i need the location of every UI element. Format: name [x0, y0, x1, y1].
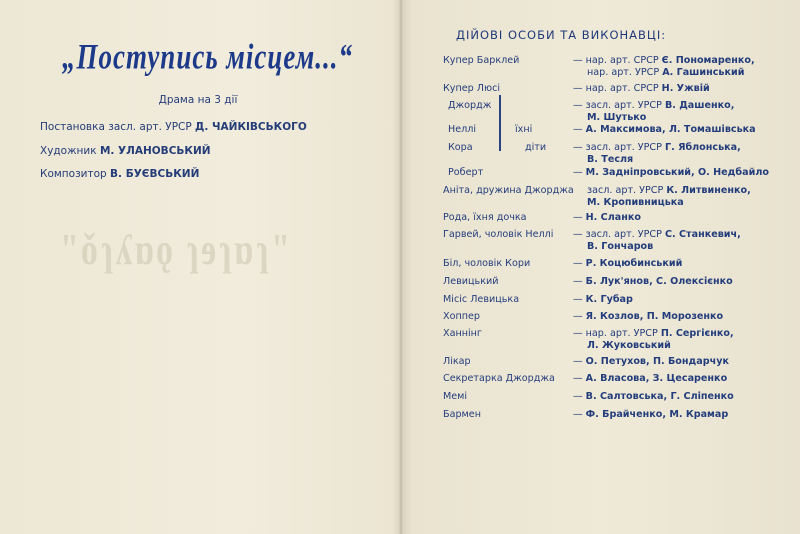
director-name: Д. ЧАЙКІВСЬКОГО [195, 121, 307, 133]
cast-role: Купер Барклей [443, 55, 520, 66]
director-credit [40, 121, 307, 133]
composer-credit [40, 168, 199, 180]
cast-role: Рода, їхня дочка [443, 212, 527, 223]
cast-actor-line: — К. Губар [573, 294, 633, 305]
show-through-text: "ǒɿʎɒǫ ɿɘɿɒɿ" [60, 226, 292, 275]
cast-actor-line: засл. арт. УРСР К. Литвиненко, [587, 185, 751, 196]
cast-role: Купер Люсі [443, 83, 501, 94]
artist-credit [40, 145, 211, 157]
cast-role: Гарвей, чоловік Неллі [443, 229, 554, 240]
group-label-their: їхні [515, 124, 533, 135]
cast-actor-line: — Б. Лук'янов, С. Олексієнко [573, 276, 733, 287]
cast-role: Місіс Левицька [443, 294, 520, 305]
page-fold [399, 0, 403, 534]
cast-role: Кора [448, 142, 473, 153]
group-label-children: діти [525, 142, 547, 153]
cast-actor-line: — Я. Козлов, П. Морозенко [573, 311, 724, 322]
cast-actor-line: — нар. арт. УРСР П. Сергієнко, [573, 328, 734, 339]
cast-actor-line: — М. Задніпровський, О. Недбайло [573, 167, 769, 178]
cast-actor-line: М. Шутько [587, 112, 647, 123]
cast-actor-line: — О. Петухов, П. Бондарчук [573, 356, 729, 367]
cast-role: Неллі [448, 124, 477, 135]
cast-role: Ханнінг [443, 328, 482, 339]
cast-actor-line: — нар. арт. СРСР Є. Пономаренко, [573, 55, 755, 66]
cast-actor-line: — Ф. Брайченко, М. Крамар [573, 409, 729, 420]
cast-actor-line: В. Тесля [587, 154, 634, 165]
cast-role: Хоппер [443, 311, 480, 322]
cast-actor-line: — А. Максимова, Л. Томашівська [573, 124, 756, 135]
children-bracket [499, 95, 501, 151]
artist-label: Художник [40, 145, 97, 157]
cast-role: Мемі [443, 391, 468, 402]
cast-role: Секретарка Джорджа [443, 373, 555, 384]
director-label: Постановка засл. арт. УРСР [40, 121, 192, 133]
play-subtitle: Драма на 3 дії [158, 94, 238, 106]
cast-heading: ДІЙОВІ ОСОБИ ТА ВИКОНАВЦІ: [456, 28, 667, 42]
cast-actor-line: Л. Жуковський [587, 340, 671, 351]
artist-name: М. УЛАНОВСЬКИЙ [99, 145, 211, 157]
play-title: „Поступись місцем...“ [62, 36, 353, 77]
cast-role: Бармен [443, 409, 481, 420]
cast-actor-line: М. Кропивницька [587, 197, 684, 208]
cast-actor-line: — Р. Коцюбинський [573, 258, 683, 269]
cast-actor-line: — засл. арт. УРСР С. Станкевич, [573, 229, 741, 240]
composer-label: Композитор [40, 168, 107, 180]
cast-role: Біл, чоловік Кори [443, 258, 531, 269]
composer-name: В. БУЄВСЬКИЙ [110, 168, 200, 180]
cast-role: Левицький [443, 276, 499, 287]
cast-role: Джордж [448, 100, 492, 111]
cast-actor-line: — А. Власова, З. Цесаренко [573, 373, 728, 384]
cast-actor-line: — засл. арт. УРСР Г. Яблонська, [573, 142, 741, 153]
cast-actor-line: — нар. арт. СРСР Н. Ужвій [573, 83, 710, 94]
cast-actor-line: — Н. Сланко [573, 212, 641, 223]
cast-role: Роберт [448, 167, 484, 178]
cast-actor-line: — засл. арт. УРСР В. Дашенко, [573, 100, 735, 111]
cast-actor-line: В. Гончаров [587, 241, 654, 252]
cast-role: Аніта, дружина Джорджа [443, 185, 574, 196]
cast-role: Лікар [443, 356, 471, 367]
cast-actor-line: нар. арт. УРСР А. Гашинський [587, 67, 745, 78]
cast-actor-line: — В. Салтовська, Г. Сліпенко [573, 391, 734, 402]
